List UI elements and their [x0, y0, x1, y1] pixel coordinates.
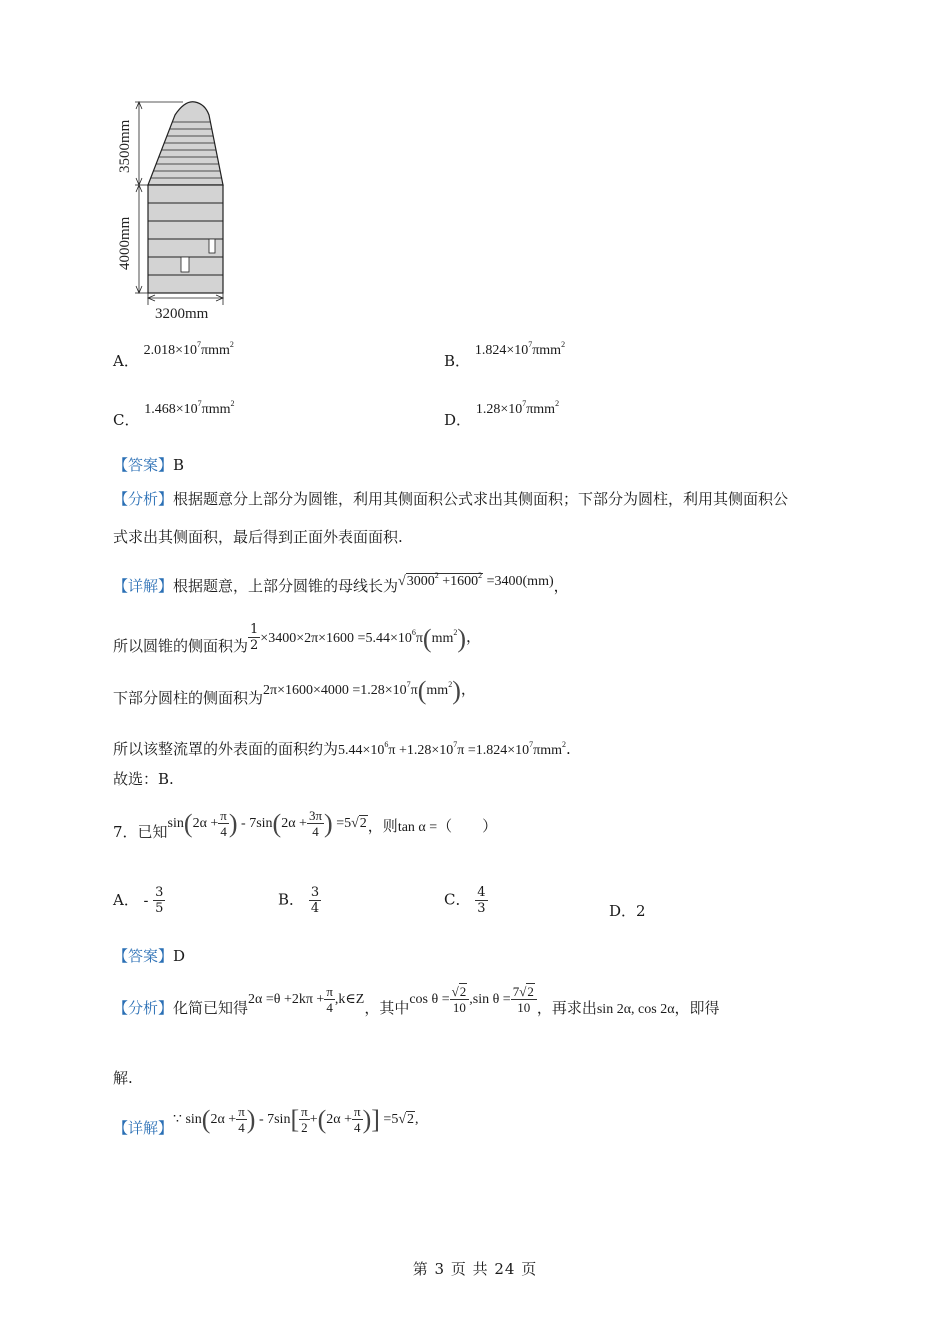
- detail-tag: 【详解】: [113, 1118, 174, 1137]
- q7-analysis-line-2: 解.: [113, 1069, 133, 1087]
- q6-conclusion: 故选：B.: [113, 770, 174, 788]
- q6-detail-line-3: 下部分圆柱的侧面积为$2\pi\times 1600\times 4000 =1.28\times 10^7\pi(mm^2)$，: [113, 675, 476, 707]
- option-value: $\frac{3}{5}$: [155, 885, 164, 916]
- q6-detail-line-1: 【详解】根据题意，上部分圆锥的母线长为$√3000^2 +1600^2 =3400(mm)$，: [113, 571, 569, 595]
- fraction-half: $\frac{1}{2}$: [250, 622, 259, 653]
- analysis-tag: 【分析】: [113, 998, 174, 1017]
- q7-stem: 7．已知sin(2α + $\frac{\pi}{4}$ ) - 7sin(2α + $\frac{3\pi}{4}$ ) =5√2，则tan α =（ ）: [113, 808, 498, 841]
- option-value: $1.824\times 10^7\pi mm^2$: [474, 340, 566, 358]
- height-lower-label: 4000mm: [117, 216, 133, 270]
- q6-option-c[interactable]: [113, 399, 235, 430]
- option-label: B．: [444, 352, 471, 370]
- detail-tag: 【详解】: [113, 577, 174, 595]
- option-label: C．: [444, 890, 471, 909]
- option-value: $2.018\times 10^7\pi mm^2$: [143, 340, 234, 358]
- option-value: $1.468\times 10^7\pi mm^2$: [144, 399, 235, 417]
- q6-option-b[interactable]: [444, 340, 566, 371]
- q7-answer: [113, 946, 185, 966]
- answer-tag: 【答案】: [113, 947, 174, 965]
- option-value: 2: [636, 902, 646, 920]
- q7-option-c[interactable]: [444, 885, 488, 916]
- option-value: $\frac{3}{4}$: [310, 885, 320, 916]
- option-label: C．: [113, 411, 140, 429]
- fairing-shapes: [135, 102, 223, 305]
- answer-value: B: [173, 456, 185, 474]
- panel-mark: [209, 239, 215, 253]
- q6-analysis-line-1: 【分析】根据题意分上部分为圆锥，利用其侧面积公式求出其侧面积；下部分为圆柱，利用其侧面积公: [113, 490, 789, 508]
- answer-value: D: [173, 947, 186, 965]
- q7-option-a[interactable]: A． - $\frac{3}{5}$: [113, 885, 164, 916]
- q6-detail-line-2: 所以圆锥的侧面积为 $\frac{1}{2}$ $\times 3400\times 2\pi\times 1600 =5.44\times 10^6\pi(mm^2)$，: [113, 622, 482, 655]
- q7-analysis-line-1: 【分析】化简已知得2α =θ +2kπ + $\frac{\pi}{4}$ ,k∈Z，其中cos θ = $\frac{√2}{10}$ ,sin θ = $\frac{7√2}{10}$ ，再求出sin 2α, cos 2α，即得: [113, 984, 720, 1017]
- option-value: $1.28\times 10^7\pi mm^2$: [475, 399, 560, 417]
- analysis-tag: 【分析】: [113, 490, 174, 508]
- option-label: D．: [609, 902, 637, 920]
- option-label: B．: [278, 890, 305, 909]
- q7-option-d[interactable]: [609, 900, 646, 921]
- answer-tag: 【答案】: [113, 456, 174, 474]
- q7-detail-line-1: 【详解】∵ sin(2α + $\frac{\pi}{4}$ ) - 7sin[ $\frac{\pi}{2}$ +(2α + $\frac{\pi}{4}$ )] =5√2,: [113, 1104, 419, 1137]
- q6-answer: [113, 455, 184, 475]
- width-label: 3200mm: [155, 306, 209, 322]
- option-label: A．: [113, 890, 139, 909]
- rocket-fairing-diagram: [105, 95, 240, 325]
- q6-analysis-line-2: 式求出其侧面积，最后得到正面外表面面积.: [113, 528, 403, 546]
- page-footer: 第 3 页 共 24 页: [412, 1260, 538, 1278]
- option-label: A．: [113, 352, 139, 370]
- q6-option-a[interactable]: [113, 340, 234, 371]
- q6-detail-line-4: 所以该整流罩的外表面的面积约为$5.44\times 10^6\pi +1.28\times 10^7\pi =1.824\times 10^7\pi mm^2$.: [113, 740, 571, 758]
- panel-mark: [181, 257, 189, 272]
- option-value: $\frac{4}{3}$: [477, 885, 486, 916]
- q7-option-b[interactable]: [278, 885, 321, 916]
- height-upper-label: 3500mm: [117, 119, 133, 173]
- q6-option-d[interactable]: [444, 399, 560, 430]
- option-label: D．: [444, 411, 472, 429]
